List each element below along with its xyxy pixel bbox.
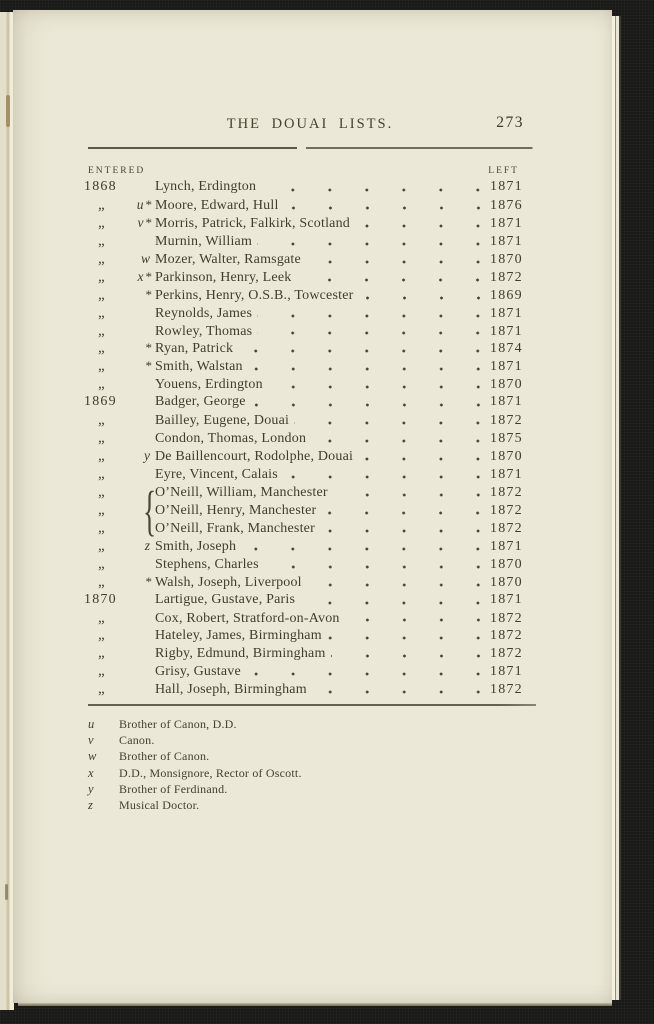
footnote-letter: z: [88, 798, 93, 813]
book-page: [13, 10, 612, 1003]
name-cell: O’Neill, Frank, Manchester: [155, 520, 315, 536]
leader-dots: [241, 538, 488, 556]
table-row: [84, 358, 536, 376]
entered-cell: „: [98, 196, 105, 213]
table-row: [84, 556, 536, 574]
entered-cell: „: [98, 645, 105, 662]
column-header-entered: ENTERED: [88, 166, 146, 176]
left-year-cell: 1870: [490, 574, 523, 590]
prefix-cell: [124, 197, 155, 213]
name-cell: Rigby, Edmund, Birmingham: [155, 646, 326, 662]
table-row: [84, 305, 536, 323]
entered-cell: „: [98, 214, 105, 231]
left-year-cell: 1871: [490, 233, 523, 249]
left-year-cell: 1871: [490, 467, 523, 482]
name-cell: Lynch, Erdington: [155, 179, 257, 194]
entered-cell: „: [98, 340, 105, 357]
table-rows: [84, 179, 536, 699]
entered-cell: „: [98, 609, 105, 626]
name-cell: Condon, Thomas, London: [155, 431, 307, 447]
entered-cell: „: [98, 430, 105, 447]
name-cell: Rowley, Thomas: [155, 323, 253, 339]
table-row: [84, 376, 536, 394]
name-cell: Lartigue, Gustave, Paris: [155, 591, 296, 607]
leader-dots: [257, 323, 488, 341]
footnote-letter-ref: y: [144, 448, 150, 464]
entered-cell: 1869: [84, 394, 117, 410]
footnote-text: Brother of Canon.: [119, 749, 210, 764]
entered-cell: „: [98, 466, 105, 482]
leader-dots: [320, 520, 488, 538]
left-year-cell: 1875: [490, 431, 523, 447]
entered-cell: „: [98, 448, 105, 465]
leader-dots: [312, 681, 488, 699]
table-row: [84, 394, 536, 412]
entered-cell: „: [98, 663, 105, 680]
footnote-letter-ref: z: [144, 537, 150, 553]
footnote-letter: x: [88, 765, 94, 780]
entered-cell: „: [98, 322, 105, 339]
left-year-cell: 1870: [490, 251, 523, 267]
table-row: [84, 340, 536, 358]
left-year-cell: 1870: [490, 377, 523, 393]
asterisk-mark: *: [145, 340, 152, 356]
table-row: [84, 574, 536, 592]
foxing-spot: [5, 884, 8, 900]
name-cell: Youens, Erdington: [155, 377, 263, 393]
table-row: [84, 681, 536, 699]
name-cell: Hall, Joseph, Birmingham: [155, 682, 307, 698]
footnote-text: Brother of Canon, D.D.: [119, 717, 237, 731]
running-head: [84, 115, 536, 133]
header-rule: [88, 147, 537, 149]
asterisk-mark: *: [145, 268, 152, 284]
footnotes: [88, 716, 302, 813]
left-year-cell: 1869: [490, 287, 523, 303]
page-title: THE DOUAI LISTS.: [226, 116, 394, 132]
table-row: [84, 251, 536, 269]
prefix-cell: [124, 574, 155, 590]
table-row: [84, 179, 536, 197]
left-year-cell: 1872: [490, 520, 523, 536]
table-row: [84, 645, 536, 663]
table-row: [84, 627, 536, 645]
leader-dots: [251, 394, 488, 412]
footnote-letter: w: [88, 749, 97, 764]
entered-cell: „: [98, 286, 105, 303]
entered-cell: „: [98, 268, 105, 285]
entered-cell: „: [98, 519, 105, 536]
name-cell: Grisy, Gustave: [155, 664, 241, 680]
leader-dots: [307, 574, 488, 592]
leader-dots: [283, 466, 488, 484]
name-cell: Morris, Patrick, Falkirk, Scotland: [155, 215, 351, 231]
footnote-letter: y: [88, 781, 94, 796]
entered-cell: „: [98, 627, 105, 644]
table-row: [84, 663, 536, 681]
table-row: [84, 233, 536, 251]
name-cell: Stephens, Charles: [155, 556, 259, 572]
entered-cell: 1868: [84, 179, 117, 194]
left-year-cell: 1871: [490, 305, 523, 321]
table-row: [84, 215, 536, 233]
leader-dots: [311, 430, 488, 448]
table-row: [84, 197, 536, 215]
foxing-spot: [6, 95, 10, 127]
name-cell: Perkins, Henry, O.S.B., Towcester: [155, 287, 354, 303]
entered-cell: 1870: [84, 591, 117, 607]
entered-cell: „: [98, 232, 105, 249]
prefix-cell: [124, 251, 155, 267]
entered-cell: „: [98, 358, 105, 375]
prefix-cell: [124, 215, 155, 231]
name-cell: Smith, Joseph: [155, 538, 237, 554]
entered-cell: „: [98, 304, 105, 321]
leader-dots: [327, 627, 488, 645]
asterisk-mark: *: [145, 573, 152, 589]
table-row: [84, 592, 536, 610]
name-cell: Ryan, Patrick: [155, 341, 234, 357]
left-year-cell: 1870: [490, 556, 523, 572]
left-year-cell: 1872: [490, 484, 523, 500]
left-year-cell: 1871: [490, 359, 523, 375]
leader-dots: [355, 215, 488, 233]
leader-dots: [321, 502, 488, 520]
name-cell: Badger, George: [155, 394, 246, 410]
footnote-letter: u: [88, 717, 95, 731]
footnote-row: [88, 781, 302, 797]
left-year-cell: 1870: [490, 449, 523, 465]
leader-dots: [268, 376, 488, 394]
name-cell: Walsh, Joseph, Liverpool: [155, 574, 302, 590]
left-year-cell: 1871: [490, 179, 523, 194]
page-number: 273: [496, 114, 524, 131]
asterisk-mark: *: [145, 358, 152, 374]
footnote-text: Musical Doctor.: [119, 798, 200, 813]
name-cell: Hateley, James, Birmingham: [155, 628, 322, 644]
leader-dots: [359, 287, 489, 305]
leader-dots: [331, 645, 488, 663]
footnote-letter-ref: v: [137, 214, 144, 230]
column-headers: [84, 166, 536, 176]
name-cell: Mozer, Walter, Ramsgate: [155, 251, 301, 267]
name-cell: Parkinson, Henry, Leek: [155, 269, 292, 285]
left-year-cell: 1872: [490, 269, 523, 285]
leader-dots: [248, 358, 488, 376]
table-row: [84, 610, 536, 628]
leader-dots: [257, 305, 488, 323]
left-year-cell: 1872: [490, 646, 523, 662]
left-year-cell: 1872: [490, 610, 523, 626]
entered-cell: „: [98, 555, 105, 572]
entered-cell: „: [98, 573, 105, 590]
leader-dots: [333, 484, 488, 502]
left-year-cell: 1871: [490, 215, 523, 231]
footnote-rule: [88, 704, 536, 706]
name-cell: O’Neill, William, Manchester: [155, 484, 328, 500]
leader-dots: [264, 556, 488, 574]
leader-dots: [300, 592, 488, 610]
name-cell: Murnin, William: [155, 233, 253, 249]
footnote-row: [88, 716, 302, 732]
name-cell: De Baillencourt, Rodolphe, Douai: [155, 449, 354, 465]
footnote-letter-ref: w: [140, 250, 150, 266]
left-year-cell: 1871: [490, 538, 523, 554]
leader-dots: [296, 269, 488, 287]
name-cell: Reynolds, James: [155, 305, 253, 321]
leader-dots: [284, 197, 488, 215]
leader-dots: [358, 448, 488, 466]
entered-cell: „: [98, 483, 105, 500]
name-cell: O’Neill, Henry, Manchester: [155, 502, 317, 518]
footnote-letter-ref: u: [136, 196, 144, 212]
leader-dots: [294, 412, 488, 430]
left-year-cell: 1874: [490, 341, 523, 357]
prefix-cell: [124, 269, 155, 285]
entered-cell: „: [98, 501, 105, 518]
leader-dots: [246, 663, 488, 681]
leader-dots: [257, 233, 488, 251]
footnote-text: Brother of Ferdinand.: [119, 781, 228, 796]
asterisk-mark: *: [145, 196, 152, 212]
prefix-cell: [124, 448, 155, 464]
footnote-text: Canon.: [119, 733, 155, 748]
entered-cell: „: [98, 681, 105, 698]
table-row: [84, 269, 536, 287]
table-row: [84, 412, 536, 430]
left-year-cell: 1871: [490, 664, 523, 680]
leader-dots: [261, 179, 488, 197]
left-year-cell: 1871: [490, 323, 523, 339]
footnote-text: D.D., Monsignore, Rector of Oscott.: [119, 765, 302, 780]
footnote-letter: v: [88, 733, 94, 748]
left-year-cell: 1871: [490, 591, 523, 607]
left-year-cell: 1872: [490, 413, 523, 429]
name-cell: Eyre, Vincent, Calais: [155, 467, 278, 482]
left-year-cell: 1872: [490, 682, 523, 698]
left-year-cell: 1872: [490, 628, 523, 644]
table-row: [84, 287, 536, 305]
left-year-cell: 1871: [490, 394, 523, 410]
name-cell: Bailley, Eugene, Douai: [155, 413, 290, 429]
entered-cell: „: [98, 376, 105, 393]
prefix-cell: [124, 358, 155, 374]
footnote-row: [88, 732, 302, 748]
column-header-left: LEFT: [488, 166, 519, 176]
table-row: [84, 448, 536, 466]
footnote-letter-ref: x: [137, 268, 144, 284]
entered-cell: „: [98, 250, 105, 267]
name-cell: Moore, Edward, Hull: [155, 197, 279, 213]
group-brace: {: [143, 480, 157, 541]
table-row: [84, 323, 536, 341]
prefix-cell: [124, 287, 155, 303]
entered-cell: „: [98, 537, 105, 554]
left-year-cell: 1872: [490, 502, 523, 518]
leader-dots: [306, 251, 488, 269]
footnote-row: [88, 765, 302, 781]
entered-cell: „: [98, 412, 105, 429]
table-row: [84, 430, 536, 448]
prefix-cell: [124, 340, 155, 356]
left-year-cell: 1876: [490, 197, 523, 213]
name-cell: Cox, Robert, Stratford-on-Avon: [155, 610, 340, 626]
page-edge-right: [611, 16, 621, 1000]
asterisk-mark: *: [145, 286, 152, 302]
page-edge-left: [0, 12, 14, 1010]
name-cell: Smith, Walstan: [155, 359, 243, 375]
asterisk-mark: *: [145, 214, 152, 230]
leader-dots: [238, 340, 488, 358]
footnote-row: [88, 797, 302, 813]
leader-dots: [345, 610, 488, 628]
footnote-row: [88, 748, 302, 764]
